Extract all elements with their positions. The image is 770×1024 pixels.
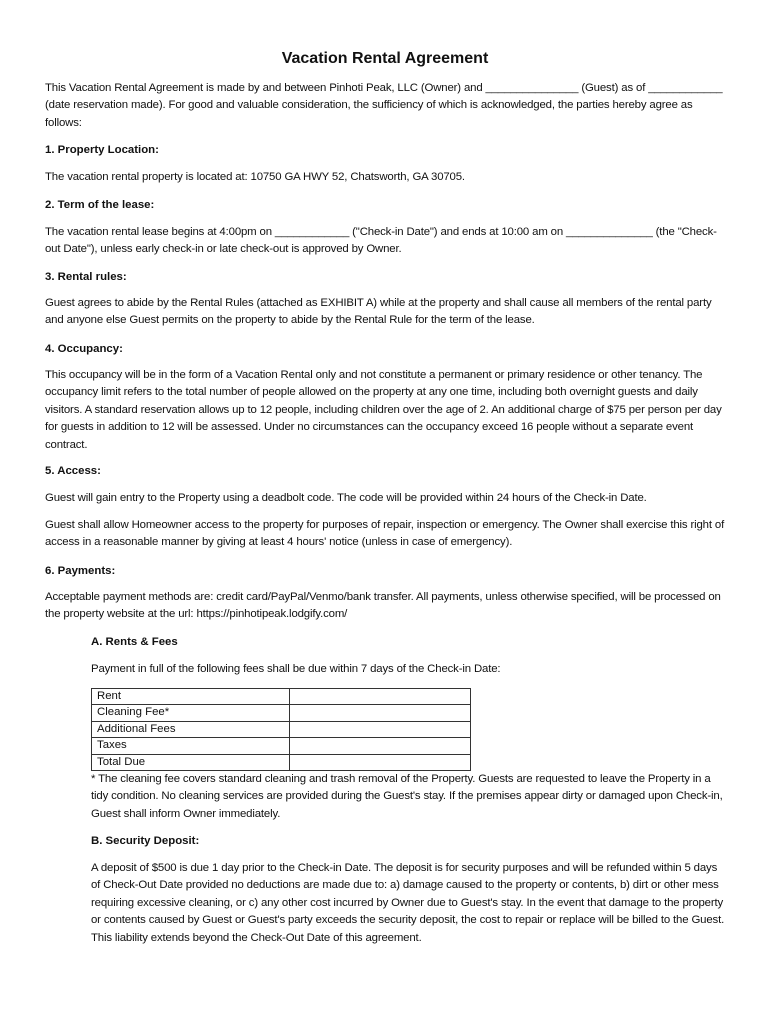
fees-table bbox=[91, 688, 471, 771]
fee-label: Additional Fees bbox=[92, 721, 290, 737]
document-title: Vacation Rental Agreement bbox=[281, 50, 489, 67]
fee-label: Cleaning Fee* bbox=[92, 705, 290, 721]
security-deposit-heading: B. Security Deposit: bbox=[91, 835, 200, 847]
section-3-heading: 3. Rental rules: bbox=[45, 271, 127, 283]
fee-amount-cell bbox=[290, 689, 471, 705]
fee-amount-cell bbox=[290, 754, 471, 770]
section-2-text: The vacation rental lease begins at 4:00pm on ____________ ("Check-in Date") and ends at 10:00 am on ______________ (the "Check-out Date"), unless early check-in or late check-out is approved by Owner. bbox=[45, 226, 717, 256]
section-3-text: Guest agrees to abide by the Rental Rules (attached as EXHIBIT A) while at the property and shall cause all members of the rental party and anyone else Guest permits on the property to abide by the Rental Rule for the term of the lease. bbox=[45, 297, 712, 327]
security-deposit-text: A deposit of $500 is due 1 day prior to the Check-in Date. The deposit is for security purposes and will be refunded within 5 days of Check-Out Date provided no deductions are made due to: a) damage caused to the property or contents, b) dirt or other mess requiring excessive cleaning, or c) any other cost incurred by Owner due to Guest's stay. In the event that damage to the property or contents caused by Guest or Guest's party exceeds the security deposit, the cost to repair or replace will be billed to the Guest. This liability extends beyond the Check-Out Date of this agreement. bbox=[91, 862, 725, 944]
table-row bbox=[92, 689, 471, 705]
section-4-heading: 4. Occupancy: bbox=[45, 343, 123, 355]
table-row bbox=[92, 738, 471, 754]
table-row bbox=[92, 754, 471, 770]
fee-label: Rent bbox=[92, 689, 290, 705]
section-4-text: This occupancy will be in the form of a Vacation Rental only and not constitute a permanent or primary residence or other tenancy. The occupancy limit refers to the total number of people allowed on the property at any one time, including both overnight guests and daily visitors. A standard reservation allows up to 12 people, including children over the age of 2. An additional charge of $75 per person per day for guests in addition to 12 will be assessed. Under no circumstances can the occupancy exceed 16 people without a separate event contract. bbox=[45, 369, 722, 451]
section-5-text-entry: Guest will gain entry to the Property using a deadbolt code. The code will be provided within 24 hours of the Check-in Date. bbox=[45, 492, 647, 504]
section-5-heading: 5. Access: bbox=[45, 465, 101, 477]
section-5-text-owner-access: Guest shall allow Homeowner access to the property for purposes of repair, inspection or emergency. The Owner shall exercise this right of access in a reasonable manner by giving at least 4 hours' notice (unless in case of emergency). bbox=[45, 519, 725, 549]
fee-label: Total Due bbox=[92, 754, 290, 770]
table-row bbox=[92, 705, 471, 721]
section-1-text: The vacation rental property is located at: 10750 GA HWY 52, Chatsworth, GA 30705. bbox=[45, 171, 465, 183]
fee-label: Taxes bbox=[92, 738, 290, 754]
section-1-heading: 1. Property Location: bbox=[45, 144, 159, 156]
section-6-heading: 6. Payments: bbox=[45, 565, 116, 577]
fee-amount-cell bbox=[290, 738, 471, 754]
rents-fees-heading: A. Rents & Fees bbox=[91, 636, 178, 648]
rents-fees-text: Payment in full of the following fees shall be due within 7 days of the Check-in Date: bbox=[91, 663, 501, 675]
fee-amount-cell bbox=[290, 721, 471, 737]
fee-amount-cell bbox=[290, 705, 471, 721]
section-2-heading: 2. Term of the lease: bbox=[45, 199, 155, 211]
table-row bbox=[92, 721, 471, 737]
cleaning-fee-note: * The cleaning fee covers standard cleaning and trash removal of the Property. Guests are requested to leave the Property in a tidy condition. No cleaning services are provided during the Guest's stay. If the premises appear dirty or damaged upon Check-in, Guest shall inform Owner immediately. bbox=[91, 773, 723, 820]
intro-paragraph: This Vacation Rental Agreement is made by and between Pinhoti Peak, LLC (Owner) and _______________ (Guest) as of ____________ (date reservation made). For good and valuable consideration, the sufficiency of which is acknowledged, the parties hereby agree as follows: bbox=[45, 82, 723, 129]
section-6-text: Acceptable payment methods are: credit card/PayPal/Venmo/bank transfer. All payments, unless otherwise specified, will be processed on the property website at the url: https://pinhotipeak.lodgify.com/ bbox=[45, 591, 721, 621]
